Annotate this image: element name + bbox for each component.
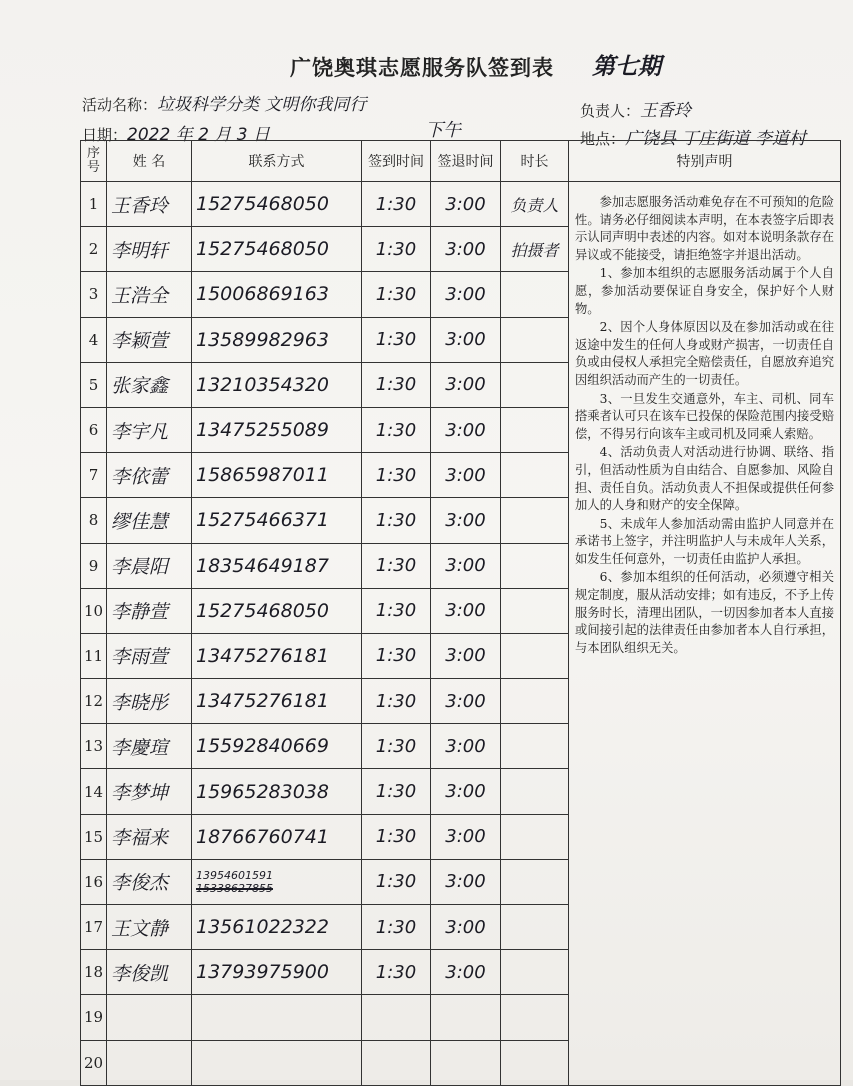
row-checkin [362,1040,431,1085]
row-duration [501,859,569,904]
header-checkout: 签退时间 [431,141,501,182]
row-checkout: 3:00 [431,182,501,227]
row-checkin [362,995,431,1040]
row-no: 5 [81,362,107,407]
row-checkout: 3:00 [431,633,501,678]
row-checkin: 1:30 [362,543,431,588]
row-duration [501,769,569,814]
row-phone [192,1040,362,1085]
statement-paragraph: 5、未成年人参加活动需由监护人同意并在承诺书上签字，并注明监护人与未成年人关系，如发生任何意外，一切责任由监护人承担。 [575,516,834,566]
row-duration [501,1040,569,1085]
row-checkout: 3:00 [431,814,501,859]
statement-paragraph: 2、因个人身体原因以及在参加活动或在往返途中发生的任何人身或财产损害，一切责任自负或由侵权人承担完全赔偿责任，自愿放弃追究因组织活动而产生的一切责任。 [575,320,834,387]
row-no: 11 [81,633,107,678]
row-no: 8 [81,498,107,543]
row-duration [501,362,569,407]
row-no: 4 [81,317,107,362]
row-checkout: 3:00 [431,588,501,633]
row-no: 12 [81,679,107,724]
row-name: 李静萱 [107,588,192,633]
row-phone: 15275468050 [192,588,362,633]
leader-value: 王香玲 [640,101,692,121]
row-duration [501,679,569,724]
row-phone: 15275468050 [192,227,362,272]
row-no: 20 [81,1040,107,1085]
location-label: 地点： [580,130,626,148]
row-checkin: 1:30 [362,407,431,452]
row-duration [501,950,569,995]
date-value: 2022 年 2 月 3 日 [127,125,270,145]
row-name: 王香玲 [107,182,192,227]
row-checkin: 1:30 [362,453,431,498]
row-checkout: 3:00 [431,859,501,904]
row-no: 18 [81,950,107,995]
row-phone [192,995,362,1040]
statement-paragraph: 4、活动负责人对活动进行协调、联络、指引，但活动性质为自由结合、自愿参加、风险自担、责任自负。活动负责人不担保或提供任何参加人的人身和财产的安全保障。 [575,445,834,513]
row-phone: 15865987011 [192,453,362,498]
row-name: 李依蕾 [107,453,192,498]
row-checkin: 1:30 [362,182,431,227]
row-duration [501,814,569,859]
row-name [107,995,192,1040]
row-phone: 13475255089 [192,407,362,452]
date-label: 日期： [82,126,128,144]
sign-in-table [80,140,841,1086]
row-duration [501,724,569,769]
row-name: 李宇凡 [107,407,192,452]
row-phone: 15275466371 [192,498,362,543]
leader-label: 负责人： [580,102,641,120]
row-name: 李福来 [107,814,192,859]
row-checkin: 1:30 [362,588,431,633]
row-checkout: 3:00 [431,679,501,724]
row-checkout: 3:00 [431,724,501,769]
row-duration [501,498,569,543]
row-checkin: 1:30 [362,859,431,904]
row-duration [501,588,569,633]
phone-corrected: 13954601591 [196,868,273,882]
row-name [107,1040,192,1085]
header-checkin: 签到时间 [362,141,431,182]
row-no: 1 [81,182,107,227]
row-phone: 13561022322 [192,905,362,950]
header-duration: 时长 [501,141,569,182]
period-label: 第七期 [592,54,661,80]
row-checkin: 1:30 [362,769,431,814]
row-checkout [431,995,501,1040]
row-no: 16 [81,859,107,904]
row-duration [501,543,569,588]
statement-paragraph: 参加志愿服务活动难免存在不可预知的危险性。请务必仔细阅读本声明，在本表签字后即表示认同声明中表述的内容。如对本说明条款存在异议或不能接受，请拒绝签字并退出活动。 [575,195,834,262]
row-duration [501,317,569,362]
row-no: 13 [81,724,107,769]
row-checkout [431,1040,501,1085]
row-checkout: 3:00 [431,227,501,272]
header-statement: 特别声明 [569,141,841,182]
row-duration [501,995,569,1040]
row-phone: 13475276181 [192,679,362,724]
row-checkin: 1:30 [362,272,431,317]
leader-field [580,96,691,121]
row-checkin: 1:30 [362,814,431,859]
row-checkout: 3:00 [431,498,501,543]
sheet-title: 广饶奥琪志愿服务队签到表 [290,55,554,80]
row-checkout: 3:00 [431,317,501,362]
row-name: 李梦坤 [107,769,192,814]
phone-struck: 15338627855 [196,881,273,895]
row-phone: 13210354320 [192,362,362,407]
row-checkout: 3:00 [431,272,501,317]
row-name: 李晨阳 [107,543,192,588]
row-name: 李颖萱 [107,317,192,362]
row-no: 15 [81,814,107,859]
row-no: 14 [81,769,107,814]
row-duration: 拍摄者 [501,227,569,272]
statement-paragraph: 1、参加本组织的志愿服务活动属于个人自愿，参加活动要保证自身安全，保护好个人财物。 [575,266,834,316]
special-statement [569,182,841,1086]
row-checkout: 3:00 [431,950,501,995]
row-phone [192,859,362,904]
row-phone: 18354649187 [192,543,362,588]
activity-value: 垃圾科学分类 文明你我同行 [157,95,367,115]
statement-paragraph: 6、参加本组织的任何活动，必须遵守相关规定制度，服从活动安排；如有违反，不予上传服务时长，清理出团队，一切因参加者本人直接或间接引起的法律责任由参加者本人自行承担，与本团队组织无关。 [575,570,834,655]
row-name: 李雨萱 [107,633,192,678]
row-checkout: 3:00 [431,407,501,452]
row-checkout: 3:00 [431,453,501,498]
row-checkout: 3:00 [431,769,501,814]
row-no: 3 [81,272,107,317]
row-no: 10 [81,588,107,633]
row-phone: 13589982963 [192,317,362,362]
row-no: 17 [81,905,107,950]
row-no: 9 [81,543,107,588]
row-no: 19 [81,995,107,1040]
table-row [81,182,841,227]
row-checkin: 1:30 [362,950,431,995]
row-duration: 负责人 [501,182,569,227]
row-name: 王文静 [107,905,192,950]
row-checkin: 1:30 [362,227,431,272]
table-header-row [81,141,841,182]
row-name: 李晓彤 [107,679,192,724]
row-duration [501,453,569,498]
activity-label: 活动名称： [82,96,158,114]
row-checkin: 1:30 [362,317,431,362]
row-phone: 15965283038 [192,769,362,814]
row-duration [501,407,569,452]
row-name: 缪佳慧 [107,498,192,543]
row-checkin: 1:30 [362,905,431,950]
row-name: 李明轩 [107,227,192,272]
row-phone: 15592840669 [192,724,362,769]
row-name: 王浩全 [107,272,192,317]
location-value: 广饶县 丁庄街道 李道村 [625,129,806,149]
row-checkout: 3:00 [431,905,501,950]
row-name: 李慶瑄 [107,724,192,769]
statement-paragraph: 3、一旦发生交通意外，车主、司机、同车搭乘者认可只在该车已投保的保险范围内接受赔偿，不得另行向该车主或司机及同乘人索赔。 [575,391,834,441]
activity-field [82,90,366,115]
row-checkout: 3:00 [431,362,501,407]
row-checkout: 3:00 [431,543,501,588]
row-checkin: 1:30 [362,679,431,724]
date-note: 下午 [425,120,461,141]
row-name: 张家鑫 [107,362,192,407]
row-phone: 13475276181 [192,633,362,678]
row-no: 7 [81,453,107,498]
header-no: 序号 [81,141,107,182]
row-name: 李俊杰 [107,859,192,904]
row-phone: 15275468050 [192,182,362,227]
row-checkin: 1:30 [362,724,431,769]
row-duration [501,905,569,950]
row-no: 2 [81,227,107,272]
header-name: 姓 名 [107,141,192,182]
row-checkin: 1:30 [362,633,431,678]
row-phone: 15006869163 [192,272,362,317]
row-duration [501,633,569,678]
row-checkin: 1:30 [362,498,431,543]
row-phone: 13793975900 [192,950,362,995]
row-duration [501,272,569,317]
header-contact: 联系方式 [192,141,362,182]
row-no: 6 [81,407,107,452]
row-phone: 18766760741 [192,814,362,859]
row-name: 李俊凯 [107,950,192,995]
row-checkin: 1:30 [362,362,431,407]
